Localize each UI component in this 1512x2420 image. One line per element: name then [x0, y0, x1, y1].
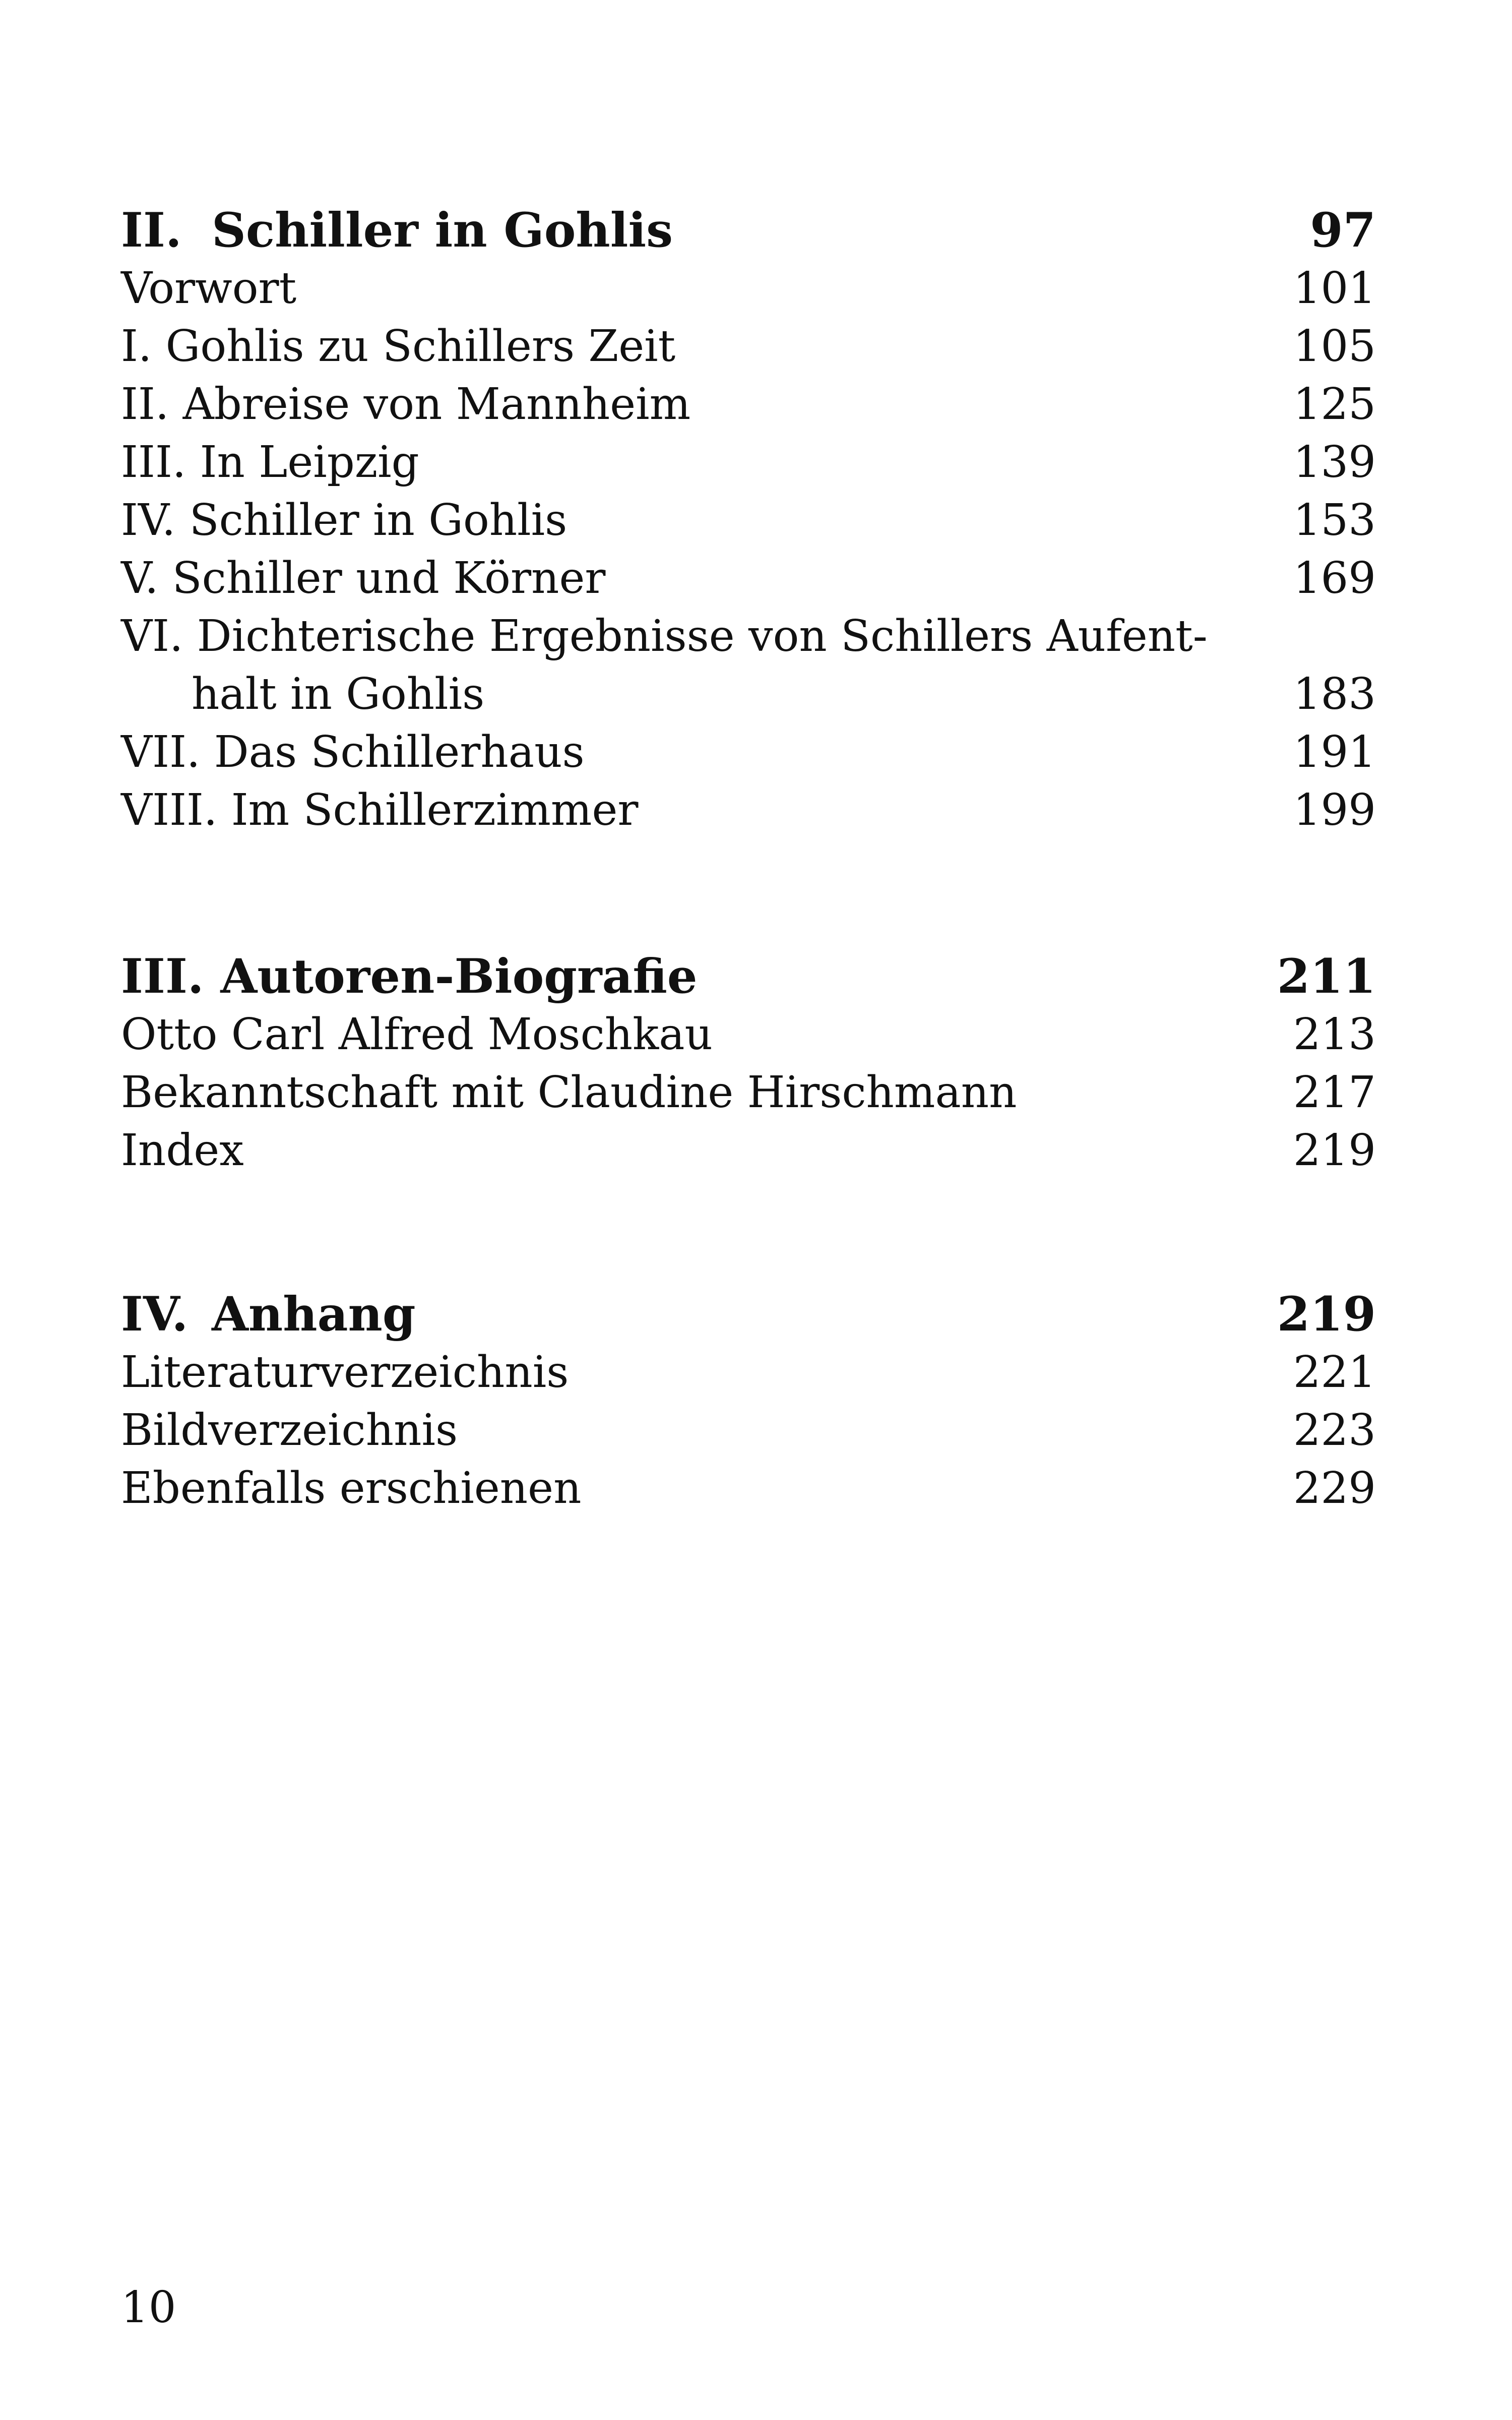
toc-entry-title: Vorwort: [121, 263, 297, 314]
toc-entry-page: 139: [1293, 437, 1376, 488]
toc-entry: [121, 1402, 1376, 1460]
toc-entry-page: 183: [1293, 669, 1376, 719]
section-heading: [121, 1286, 1376, 1344]
section-title: Schiller in Gohlis: [212, 203, 673, 258]
toc-entry-title: Literaturverzeichnis: [121, 1347, 569, 1398]
toc-entry-title: Ebenfalls erschienen: [121, 1463, 582, 1514]
toc-entry-page: 153: [1293, 495, 1376, 546]
toc-entry-title: Otto Carl Alfred Moschkau: [121, 1009, 713, 1060]
section-number: II.: [121, 203, 182, 258]
section-page-number: 97: [1310, 203, 1376, 258]
toc-entry-page: 191: [1293, 727, 1376, 777]
section-page-number: 211: [1277, 949, 1376, 1004]
section-number: III.: [121, 949, 204, 1004]
toc-entry-page: 223: [1293, 1405, 1376, 1456]
toc-entry: [121, 1006, 1376, 1064]
page-number: 10: [121, 2282, 176, 2333]
toc-entry-continuation: [121, 666, 1376, 723]
section-title: Autoren-Biografie: [220, 949, 698, 1004]
toc-entry-page: 221: [1293, 1347, 1376, 1398]
toc-entry-page: 105: [1293, 321, 1376, 372]
toc-entry-title: II. Abreise von Mannheim: [121, 379, 691, 430]
toc-entry: [121, 434, 1376, 492]
toc-entry-page: 199: [1293, 785, 1376, 835]
toc-entry-title: VIII. Im Schillerzimmer: [121, 785, 639, 835]
toc-section-3: [121, 948, 1376, 1180]
toc-entry-title: I. Gohlis zu Schillers Zeit: [121, 321, 676, 372]
toc-entry-page: 219: [1293, 1125, 1376, 1176]
section-heading-title: [121, 948, 698, 1006]
toc-entry: [121, 376, 1376, 434]
toc-section-2: [121, 202, 1376, 839]
toc-entry-page: 213: [1293, 1009, 1376, 1060]
section-title: Anhang: [212, 1287, 416, 1342]
toc-entry: [121, 723, 1376, 781]
toc-entry: [121, 260, 1376, 318]
toc-section-4: [121, 1286, 1376, 1518]
toc-entry-title: VI. Dichterische Ergebnisse von Schillers Aufent-: [121, 611, 1208, 661]
toc-entry: [121, 492, 1376, 550]
toc-entry-page: 125: [1293, 379, 1376, 430]
toc-entry: [121, 608, 1376, 666]
section-heading: [121, 948, 1376, 1006]
toc-entry-title: VII. Das Schillerhaus: [121, 727, 585, 777]
toc-entry: [121, 1064, 1376, 1122]
toc-entry: [121, 1122, 1376, 1180]
toc-entry-page: 169: [1293, 553, 1376, 603]
toc-entry: [121, 1344, 1376, 1402]
toc-entry: [121, 550, 1376, 608]
section-heading-title: [121, 202, 673, 260]
section-heading-title: [121, 1286, 416, 1344]
toc-entry-page: 101: [1293, 263, 1376, 314]
toc-entry-title: IV. Schiller in Gohlis: [121, 495, 568, 546]
toc-entry: [121, 1460, 1376, 1518]
toc-entry-page: 217: [1293, 1067, 1376, 1118]
toc-entry-title: Index: [121, 1125, 244, 1176]
toc-entry-title: Bildverzeichnis: [121, 1405, 458, 1456]
toc-entry-page: 229: [1293, 1463, 1376, 1514]
toc-entry-title: V. Schiller und Körner: [121, 553, 606, 603]
toc-entry-title: III. In Leipzig: [121, 437, 419, 488]
section-page-number: 219: [1277, 1287, 1376, 1342]
toc-entry: [121, 318, 1376, 376]
section-number: IV.: [121, 1287, 188, 1342]
toc-entry: [121, 781, 1376, 839]
toc-entry-title-continued: halt in Gohlis: [192, 669, 485, 719]
section-heading: [121, 202, 1376, 260]
toc-entry-title: Bekanntschaft mit Claudine Hirschmann: [121, 1067, 1017, 1118]
